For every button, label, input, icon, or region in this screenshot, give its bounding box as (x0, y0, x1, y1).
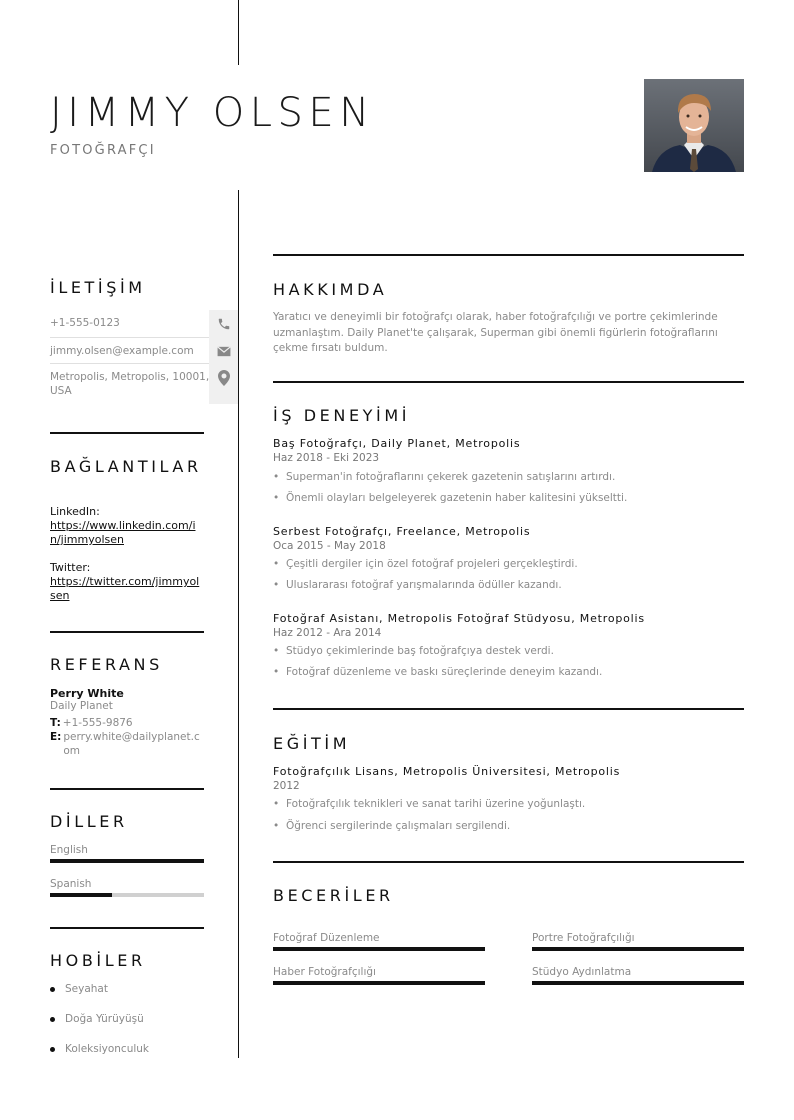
skill-name: Portre Fotoğrafçılığı (532, 932, 635, 944)
job-date: Oca 2015 - May 2018 (273, 540, 386, 552)
reference-name: Perry White (50, 687, 124, 700)
job-title: Fotoğraf Asistanı, Metropolis Fotoğraf Stüdyosu, Metropolis (273, 612, 645, 625)
left-divider (50, 432, 204, 434)
bullet-dot-icon (50, 1047, 55, 1052)
reference-email-label: E: (50, 731, 62, 743)
bullet-dot-icon (50, 1017, 55, 1022)
experience-title: İŞ DENEYİMİ (273, 406, 411, 425)
skill-level-bar (273, 981, 485, 985)
about-title: HAKKIMDA (273, 280, 388, 299)
hobby-label: Doğa Yürüyüşü (65, 1013, 144, 1025)
languages-title: DİLLER (50, 812, 128, 831)
reference-phone-label: T: (50, 717, 61, 729)
education-degree: Fotoğrafçılık Lisans, Metropolis Üniversitesi, Metropolis (273, 765, 621, 778)
skill-level-bar (532, 947, 744, 951)
hobby-item (50, 983, 108, 995)
link-linkedin (50, 505, 200, 547)
language-level-fill (50, 859, 204, 863)
job-title: Serbest Fotoğrafçı, Freelance, Metropolis (273, 525, 531, 538)
job-bullet: • Superman'in fotoğraflarını çekerek gazetenin satışlarını artırdı. (273, 471, 615, 483)
language-item (50, 878, 204, 897)
contact-address: Metropolis, Metropolis, 10001, USA (50, 371, 210, 397)
hobby-label: Seyahat (65, 983, 108, 995)
about-text: Yaratıcı ve deneyimli bir fotoğrafçı olarak, haber fotoğrafçılığı ve portre çekimlerinde uzmanlaştım. Daily Planet'te çalışarak, Superman gibi önemli figürlerin fotoğraflarını çekme fırsatı buldum. (273, 311, 718, 354)
reference-phone-line (50, 716, 204, 730)
reference-company: Daily Planet (50, 700, 113, 712)
hobby-item (50, 1013, 144, 1025)
right-divider (273, 381, 744, 383)
language-level-fill (50, 893, 112, 897)
reference-title: REFERANS (50, 655, 163, 674)
contact-phone-row (50, 310, 238, 338)
job-bullet: • Stüdyo çekimlerinde baş fotoğrafçıya destek verdi. (273, 645, 554, 657)
right-divider (273, 708, 744, 710)
divider-main (238, 190, 239, 1058)
job-title: Baş Fotoğrafçı, Daily Planet, Metropolis (273, 437, 521, 450)
reference-email-line (50, 730, 204, 758)
skill-item (273, 932, 485, 951)
portrait-illustration (644, 79, 744, 172)
skill-name: Haber Fotoğrafçılığı (273, 966, 376, 978)
contact-phone[interactable]: +1-555-0123 (50, 317, 120, 329)
job-bullet: • Fotoğraf düzenleme ve baskı süreçlerinde deneyim kazandı. (273, 666, 602, 678)
contact-email[interactable]: jimmy.olsen@example.com (50, 345, 194, 357)
right-divider (273, 861, 744, 863)
candidate-name: JIMMY OLSEN (50, 90, 375, 136)
job-date: Haz 2012 - Ara 2014 (273, 627, 382, 639)
education-bullet: • Fotoğrafçılık teknikleri ve sanat tarihi üzerine yoğunlaştı. (273, 798, 585, 810)
education-year: 2012 (273, 780, 300, 792)
hobby-label: Koleksiyonculuk (65, 1043, 150, 1055)
candidate-role: FOTOĞRAFÇI (50, 143, 156, 158)
divider-top (238, 0, 239, 65)
left-divider (50, 788, 204, 790)
job-bullet: • Uluslararası fotoğraf yarışmalarında ödüller kazandı. (273, 579, 562, 591)
skill-level-bar (273, 947, 485, 951)
profile-photo (644, 79, 744, 172)
skills-title: BECERİLER (273, 886, 394, 905)
job-date: Haz 2018 - Eki 2023 (273, 452, 380, 464)
contact-email-row (50, 338, 238, 364)
link-url[interactable]: https://www.linkedin.com/in/jimmyolsen (50, 519, 196, 546)
left-divider (50, 927, 204, 929)
link-twitter (50, 561, 200, 603)
hobbies-title: HOBİLER (50, 951, 146, 970)
link-label: LinkedIn: (50, 505, 100, 518)
skill-item (273, 966, 485, 985)
bullet-dot-icon (50, 987, 55, 992)
phone-icon (209, 310, 238, 338)
right-divider (273, 254, 744, 256)
job-bullet: • Çeşitli dergiler için özel fotoğraf projeleri gerçekleştirdi. (273, 558, 578, 570)
contact-address-row (50, 364, 238, 404)
skill-name: Stüdyo Aydınlatma (532, 966, 632, 978)
skill-item (532, 932, 744, 951)
contact-title: İLETİŞİM (50, 278, 146, 297)
language-level-bar (50, 893, 204, 897)
link-label: Twitter: (50, 561, 91, 574)
reference-block (50, 687, 204, 758)
hobby-item (50, 1043, 149, 1055)
job-bullet: • Önemli olayları belgeleyerek gazetenin haber kalitesini yükseltti. (273, 492, 627, 504)
link-url[interactable]: https://twitter.com/jimmyolsen (50, 575, 200, 602)
reference-email[interactable]: perry.white@dailyplanet.com (63, 731, 200, 757)
language-name: Spanish (50, 878, 92, 890)
location-pin-icon (209, 364, 238, 404)
skill-name: Fotoğraf Düzenleme (273, 932, 380, 944)
education-bullet: • Öğrenci sergilerinde çalışmaları sergilendi. (273, 820, 510, 832)
mail-icon (209, 338, 238, 364)
language-item (50, 844, 204, 863)
left-divider (50, 631, 204, 633)
links-title: BAĞLANTILAR (50, 457, 202, 476)
skill-level-bar (532, 981, 744, 985)
reference-phone[interactable]: +1-555-9876 (62, 717, 133, 729)
education-title: EĞİTİM (273, 734, 351, 753)
language-level-bar (50, 859, 204, 863)
language-name: English (50, 844, 88, 856)
skill-item (532, 966, 744, 985)
